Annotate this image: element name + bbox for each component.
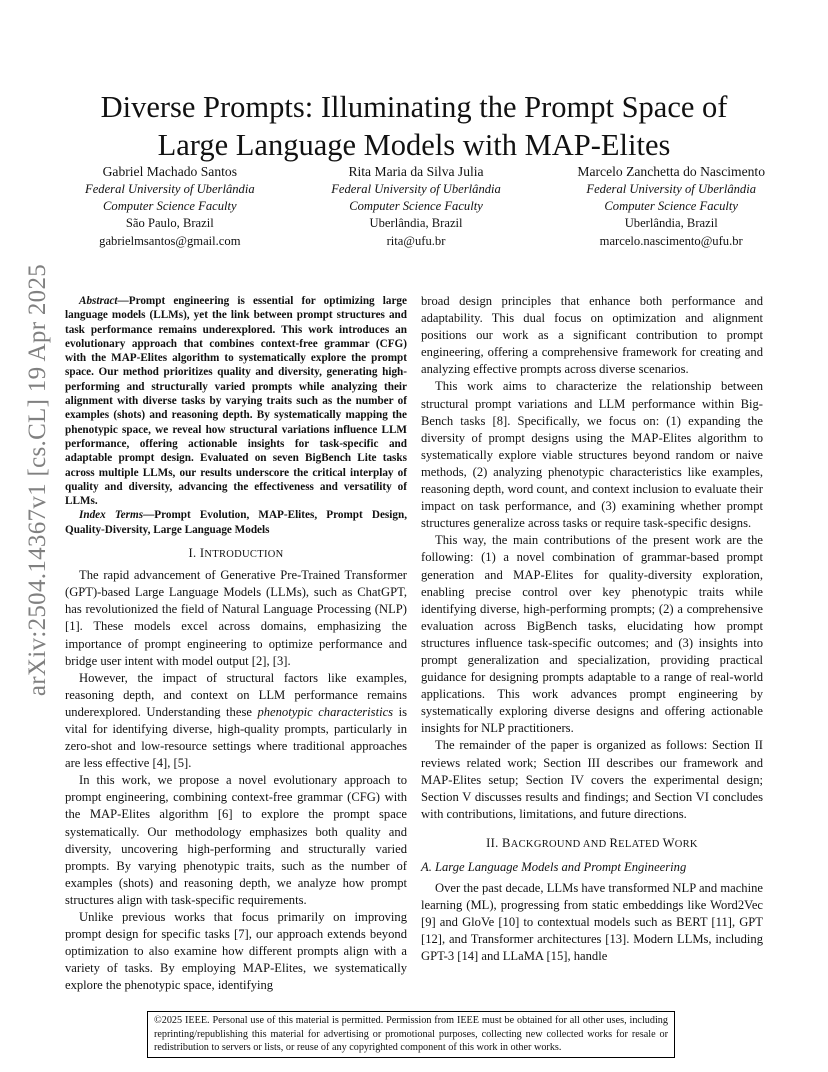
abstract-label: Abstract — [79, 295, 118, 307]
section-heading-background: II. BACKGROUND AND RELATED WORK — [486, 835, 698, 850]
index-terms-text: —Prompt Evolution, MAP-Elites, Prompt Design, Quality-Diversity, Large Language Models — [65, 509, 407, 536]
author-affiliation: Federal University of Uberlândia — [586, 182, 757, 196]
abstract — [65, 294, 407, 537]
section-heading-introduction: I. INTRODUCTION — [188, 546, 284, 561]
right-paragraph-1: broad design principles that enhance both performance and adaptability. This dual focus on optimization and alignment positions our work as a significant contribution to prompt engineering, offering a comprehensive framework for creating and analyzing effective prompts across diverse scenarios. — [421, 294, 763, 377]
arxiv-watermark: arXiv:2504.14367v1 [cs.CL] 19 Apr 2025 — [24, 263, 51, 697]
author-name: Rita Maria da Silva Julia — [348, 164, 484, 179]
right-paragraph-2: This work aims to characterize the relationship between structural prompt variations and LLM performance within Big-Bench tasks [8]. Specifically, we focus on: (1) expanding the diversity of prompt designs using the MAP-Elites algorithm to systematically explore viable structures beyond random or naive methods, (2) analyzing phenotypic characteristics like examples, reasoning depth, word count, and context inclusion to evaluate their impact on task performance, and (3) examining whether prompt structures generalize across tasks or require task-specific designs. — [421, 379, 763, 531]
right-column — [421, 293, 763, 966]
author-1 — [85, 163, 255, 250]
intro-paragraph-1: The rapid advancement of Generative Pre-Trained Transformer (GPT)-based Large Language Models (LLMs), such as ChatGPT, has revolutionized the field of Natural Language Processing (NLP) [1]. These models excel across domains, emphasizing the importance of prompt engineering to optimize performance and bridge user intent with model output [2], [3]. — [65, 568, 407, 668]
right-paragraph-3: This way, the main contributions of the present work are the following: (1) a novel combination of grammar-based prompt generation and MAP-Elites for quality-diversity exploration, enabling precise control over key phenotypic traits while identifying diverse, high-performing prompts; (2) a comprehensive evaluation across BigBench tasks, elucidating how prompt structures influence task-specific outcomes; and (3) insights into prompt generalization and specialization, providing practical guidance for designing prompts adaptable to a range of real-world applications. This work advances prompt engineering by systematically exploring diverse designs and offering actionable insights for NLP practitioners. — [421, 533, 763, 736]
abstract-text: —Prompt engineering is essential for optimizing large language models (LLMs), yet the link between prompt structures and task performance remains underexplored. This work introduces an evolutionary approach that combines context-free grammar (CFG) with the MAP-Elites algorithm to systematically explore the prompt space. Our method prioritizes quality and diversity, generating high-performing and structurally varied prompts while analyzing their alignment with diverse tasks by varying traits such as the number of examples (shots) and reasoning depth. By systematically mapping the phenotypic space, we reveal how structural variations influence LLM performance, offering actionable insights for task-specific and adaptable prompt design. Evaluated on seven BigBench Lite tasks across multiple LLMs, our results underscore the critical interplay of quality and diversity, advancing the effectiveness and versatility of LLMs. — [65, 295, 407, 508]
author-location: Uberlândia, Brazil — [624, 216, 718, 231]
index-terms-label: Index Terms — [79, 509, 144, 522]
subsection-heading: A. Large Language Models and Prompt Engineering — [421, 860, 687, 874]
author-email: marcelo.nascimento@ufu.br — [599, 233, 743, 248]
intro-paragraph-3: In this work, we propose a novel evolutionary approach to prompt engineering, combining context-free grammar (CFG) with the MAP-Elites algorithm [6] to explore the prompt space systematically. Our methodology emphasizes both quality and diversity, uncovering high-performing and structurally varied prompts. By varying phenotypic traits, such as the number of examples (shots) and reasoning depth, we analyze how prompt structures align with task-specific requirements. — [65, 773, 407, 907]
author-location: São Paulo, Brazil — [125, 216, 214, 231]
author-email: rita@ufu.br — [386, 233, 446, 248]
author-affiliation: Federal University of Uberlândia — [85, 182, 255, 196]
copyright-notice: ©2025 IEEE. Personal use of this material is permitted. Permission from IEEE must be obtained for all other uses, including reprinting/republishing this material for advertising or promotional purposes, collecting new collected works for resale or redistribution to servers or lists, or reuse of any copyrighted component of this work in other works. — [147, 1011, 675, 1058]
right-paragraph-4: The remainder of the paper is organized as follows: Section II reviews related work; Section III describes our framework and MAP-Elites setup; Section IV covers the experimental design; Section V discusses results and findings; and Section VI concludes with contributions, limitations, and future directions. — [421, 738, 763, 821]
title-line-1: Diverse Prompts: Illuminating the Prompt Space of — [100, 90, 728, 125]
author-affiliation: Federal University of Uberlândia — [331, 182, 501, 196]
paper-title — [40, 88, 788, 164]
right-paragraph-5: Over the past decade, LLMs have transformed NLP and machine learning (ML), progressing from static embeddings like Word2Vec [9] and GloVe [10] to contextual models such as BERT [11], GPT [12], and Transformer architectures [13]. Modern LLMs, including GPT-3 [14] and LLaMA [15], handle — [421, 881, 763, 964]
author-2 — [331, 163, 501, 250]
author-department: Computer Science Faculty — [604, 199, 738, 214]
author-department: Computer Science Faculty — [349, 199, 483, 214]
title-line-2: Large Language Models with MAP-Elites — [157, 128, 671, 163]
author-email: gabrielmsantos@gmail.com — [99, 233, 241, 248]
intro-paragraph-4: Unlike previous works that focus primarily on improving prompt design for specific tasks [7], our approach extends beyond optimization to also examine how different prompts align with a variety of tasks. By employing MAP-Elites, we systematically explore the phenotypic space, identifying — [65, 910, 407, 993]
author-department: Computer Science Faculty — [103, 199, 237, 214]
left-column — [65, 294, 407, 994]
author-block — [85, 163, 765, 250]
author-location: Uberlândia, Brazil — [369, 216, 463, 231]
author-name: Gabriel Machado Santos — [102, 164, 238, 179]
author-3 — [577, 163, 765, 250]
author-name: Marcelo Zanchetta do Nascimento — [577, 164, 765, 179]
intro-paragraph-2: However, the impact of structural factors like examples, reasoning depth, and context on LLM performance remains underexplored. Understanding these phenotypic characteristics is vital for identifying diverse, high-quality prompts, particularly in zero-shot and low-resource settings where traditional approaches are less effective [4], [5]. — [65, 670, 407, 771]
